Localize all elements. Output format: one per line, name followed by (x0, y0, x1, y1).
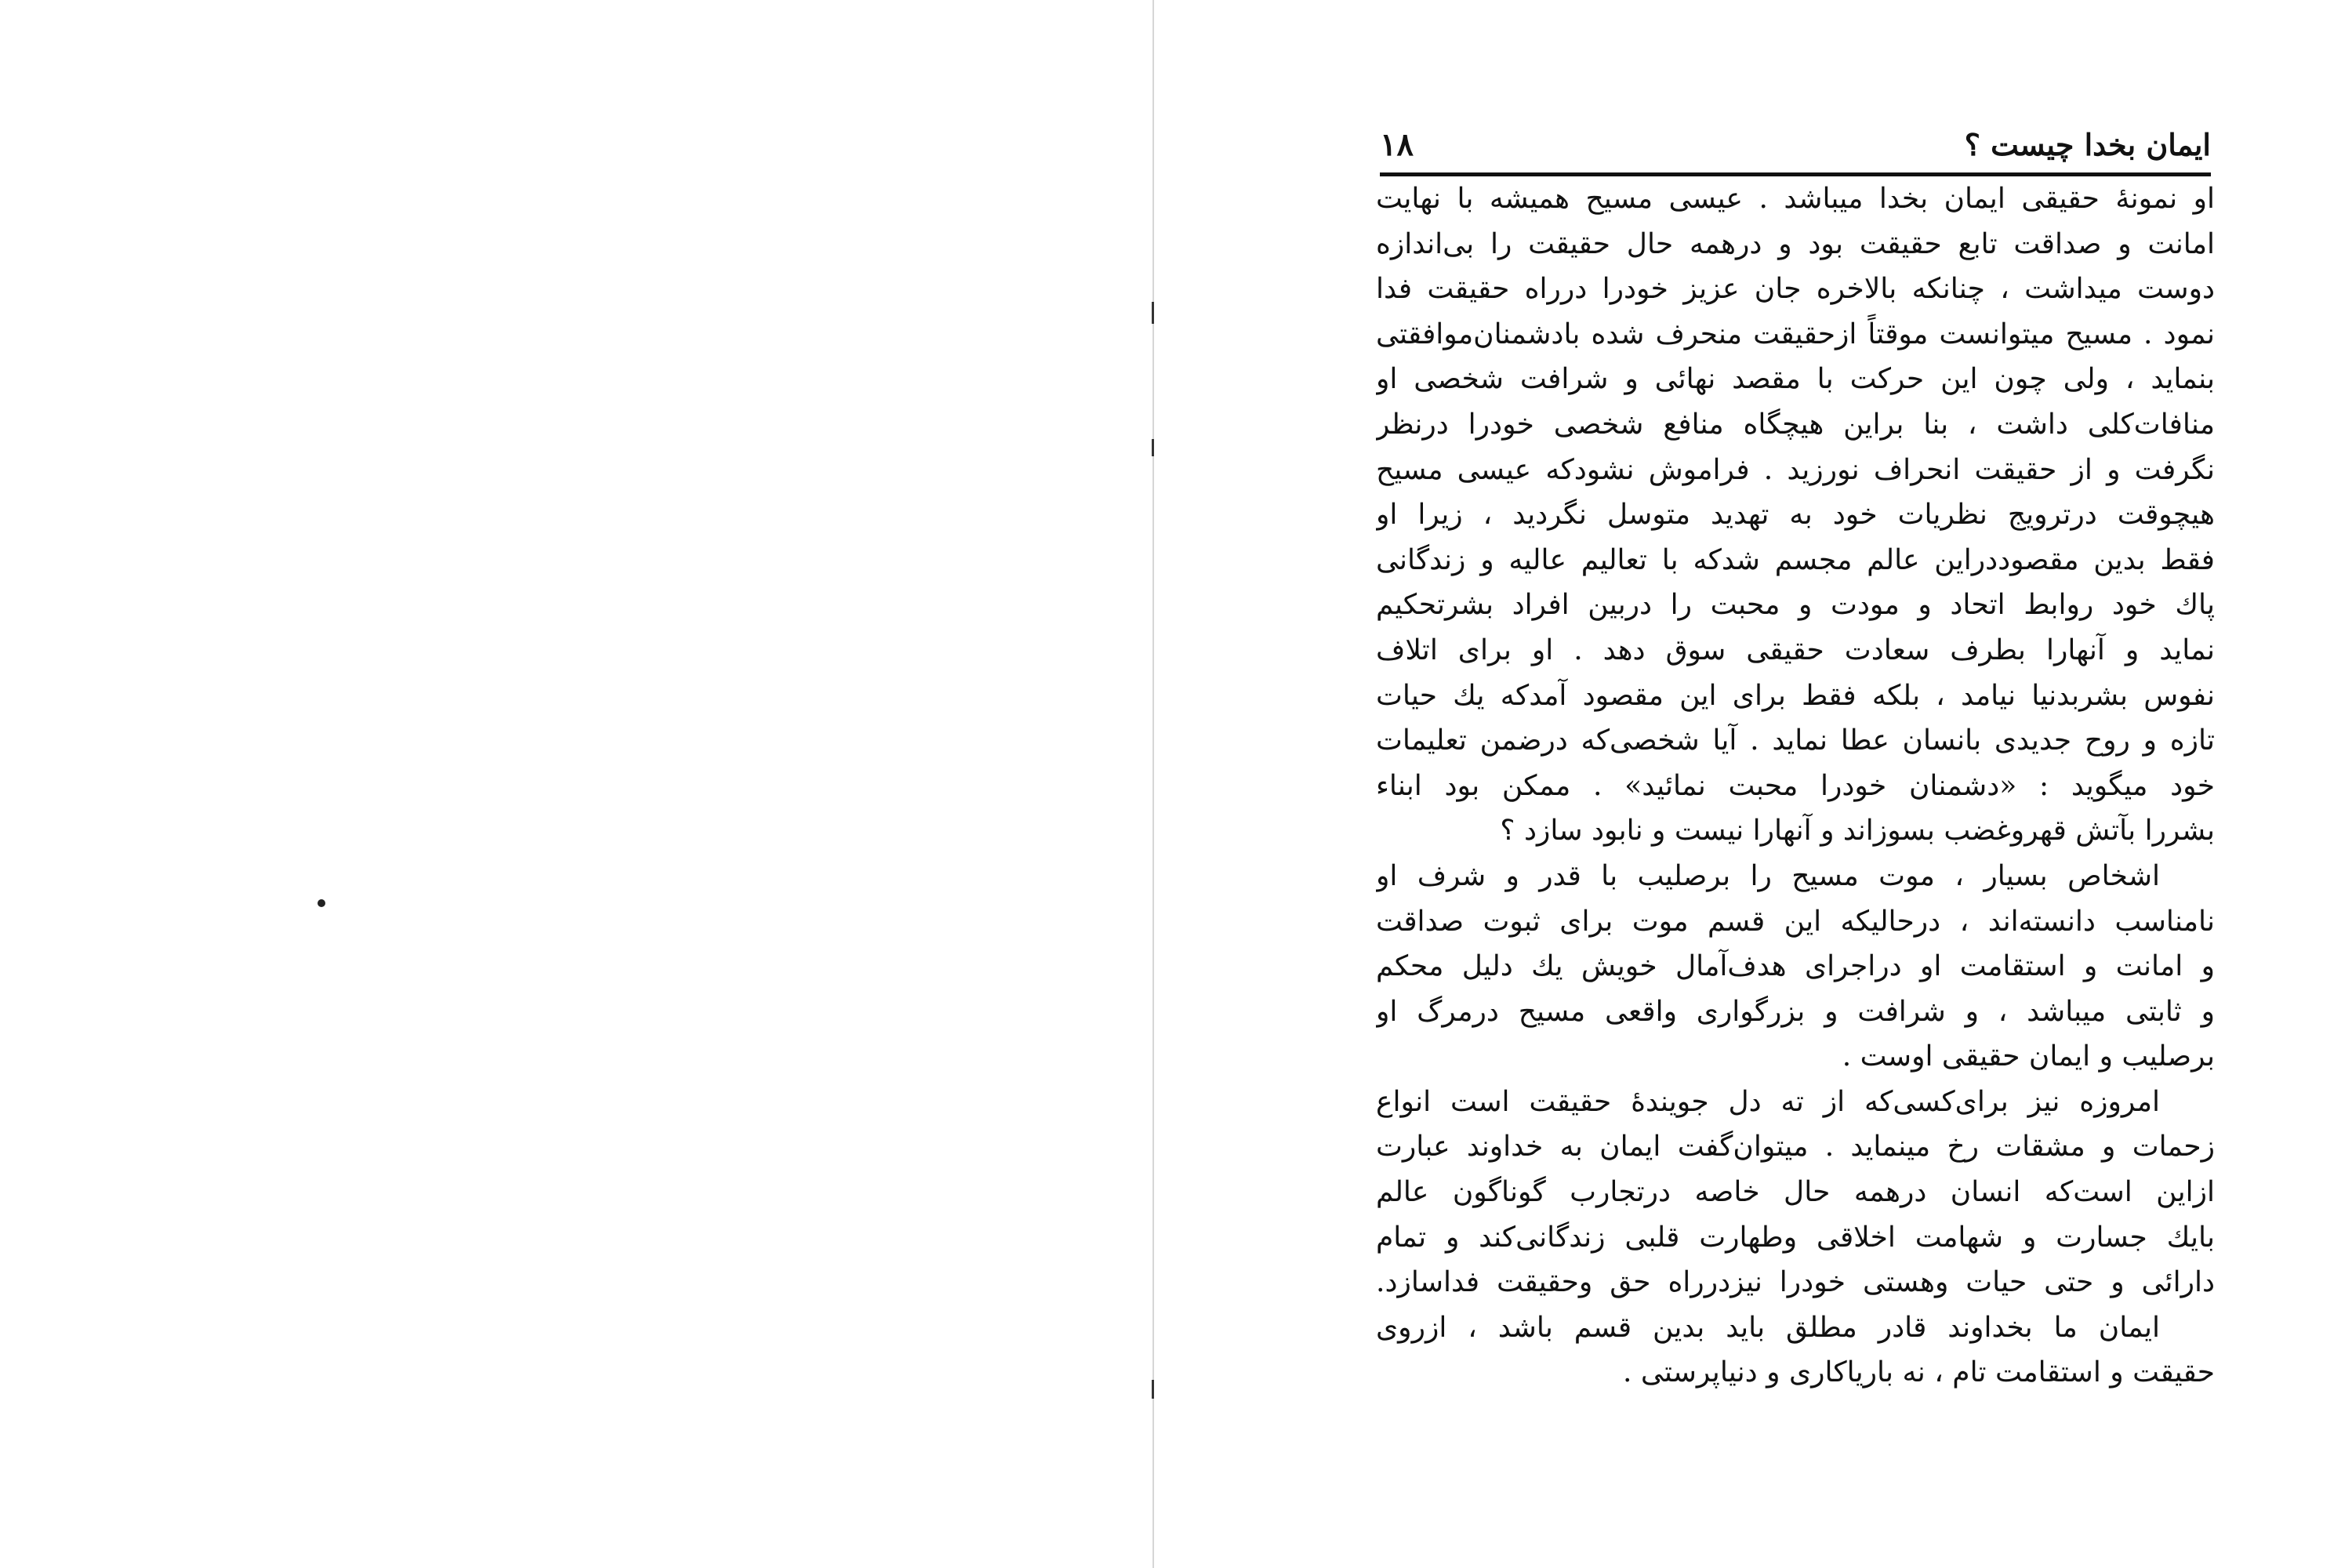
page-header (1380, 122, 2211, 169)
text-line: منافات‌کلی داشت ، بنا براین هیچگاه منافع شخصی خودرا درنظر (1376, 408, 2215, 441)
text-line: بایك جسارت و شهامت اخلاقی وطهارت قلبی زندگانی‌کند و تمام (1376, 1221, 2215, 1254)
text-line: بشررا بآتش قهروغضب بسوزاند و آنهارا نیست و نابود سازد ؟ (1500, 815, 2215, 848)
text-line: امروزه نیز برای‌کسی‌که از ته دل جویندهٔ حقیقت است انواع (1376, 1085, 2160, 1118)
text-line: بنماید ، ولی چون این حرکت با مقصد نهائی و شرافت شخصی او (1376, 363, 2215, 396)
text-line: هیچوقت درترویج نظریات خود به تهدید متوسل نگردید ، زیرا او (1376, 499, 2215, 532)
text-line: دوست میداشت ، چنانکه بالاخره جان عزیز خودرا درراه حقیقت فدا (1376, 273, 2215, 306)
running-title: ایمان بخدا چیست ؟ (1964, 127, 2211, 162)
text-line: دارائی و حتی حیات وهستی خودرا نیزدرراه حق وحقیقت فداسازد. (1376, 1266, 2215, 1299)
text-line: و ثابتی میباشد ، و شرافت و بزرگواری واقعی مسیح درمرگ او (1376, 995, 2215, 1028)
text-line: خود میگوید : «دشمنان خودرا محبت نمائید» . ممکن بود ابناء (1376, 769, 2215, 802)
text-line: نفوس بشربدنیا نیامد ، بلکه فقط برای این مقصود آمدکه یك حیات (1376, 679, 2215, 712)
text-line: نگرفت و از حقیقت انحراف نورزید . فراموش نشودکه عیسی مسیح (1376, 453, 2215, 486)
text-line: ایمان ما بخداوند قادر مطلق باید بدین قسم باشد ، ازروی (1376, 1311, 2160, 1344)
text-line: حقیقت و استقامت تام ، نه باریاکاری و دنیاپرستی . (1623, 1356, 2215, 1389)
text-line: نامناسب دانسته‌اند ، درحالیکه این قسم موت برای ثبوت صداقت (1376, 905, 2215, 938)
text-line: فقط بدین مقصود‌دراین عالم مجسم شدکه با تعالیم عالیه و زندگانی (1376, 543, 2215, 576)
ink-speck (318, 899, 325, 907)
text-line: زحمات و مشقات رخ مینماید . میتوان‌گفت ایمان به خداوند عبارت (1376, 1131, 2215, 1163)
left-page-blank (0, 0, 1152, 1568)
text-line: نماید و آنهارا بطرف سعادت حقیقی سوق دهد . او برای اتلاف (1376, 633, 2215, 666)
body-text (1376, 176, 2215, 1396)
text-line: ازاین است‌که انسان درهمه حال خاصه درتجارب گوناگون عالم (1376, 1176, 2215, 1209)
text-line: او نمونهٔ حقیقی ایمان بخدا میباشد . عیسی مسیح همیشه با نهایت (1376, 183, 2215, 215)
text-line: نمود . مسیح میتوانست موقتاً ازحقیقت منحرف شده بادشمنان‌موافقتی (1376, 318, 2215, 350)
text-line: برصلیب و ایمان حقیقی اوست . (1842, 1040, 2215, 1073)
text-line: اشخاص بسیار ، موت مسیح را برصلیب با قدر و شرف او (1376, 859, 2160, 892)
text-line: تازه و روح جدیدی بانسان عطا نماید . آیا شخصی‌که درضمن تعلیمات (1376, 724, 2215, 757)
text-line: پاك خود روابط اتحاد و مودت و محبت را دربین افراد بشرتحکیم (1376, 589, 2215, 622)
text-line: امانت و صداقت تابع حقیقت بود و درهمه حال حقیقت را بی‌اندازه (1376, 227, 2215, 260)
text-line: و امانت و استقامت او دراجرای هدف‌آمال خویش یك دلیل محکم (1376, 950, 2215, 983)
page-number: ۱۸ (1380, 126, 1414, 163)
